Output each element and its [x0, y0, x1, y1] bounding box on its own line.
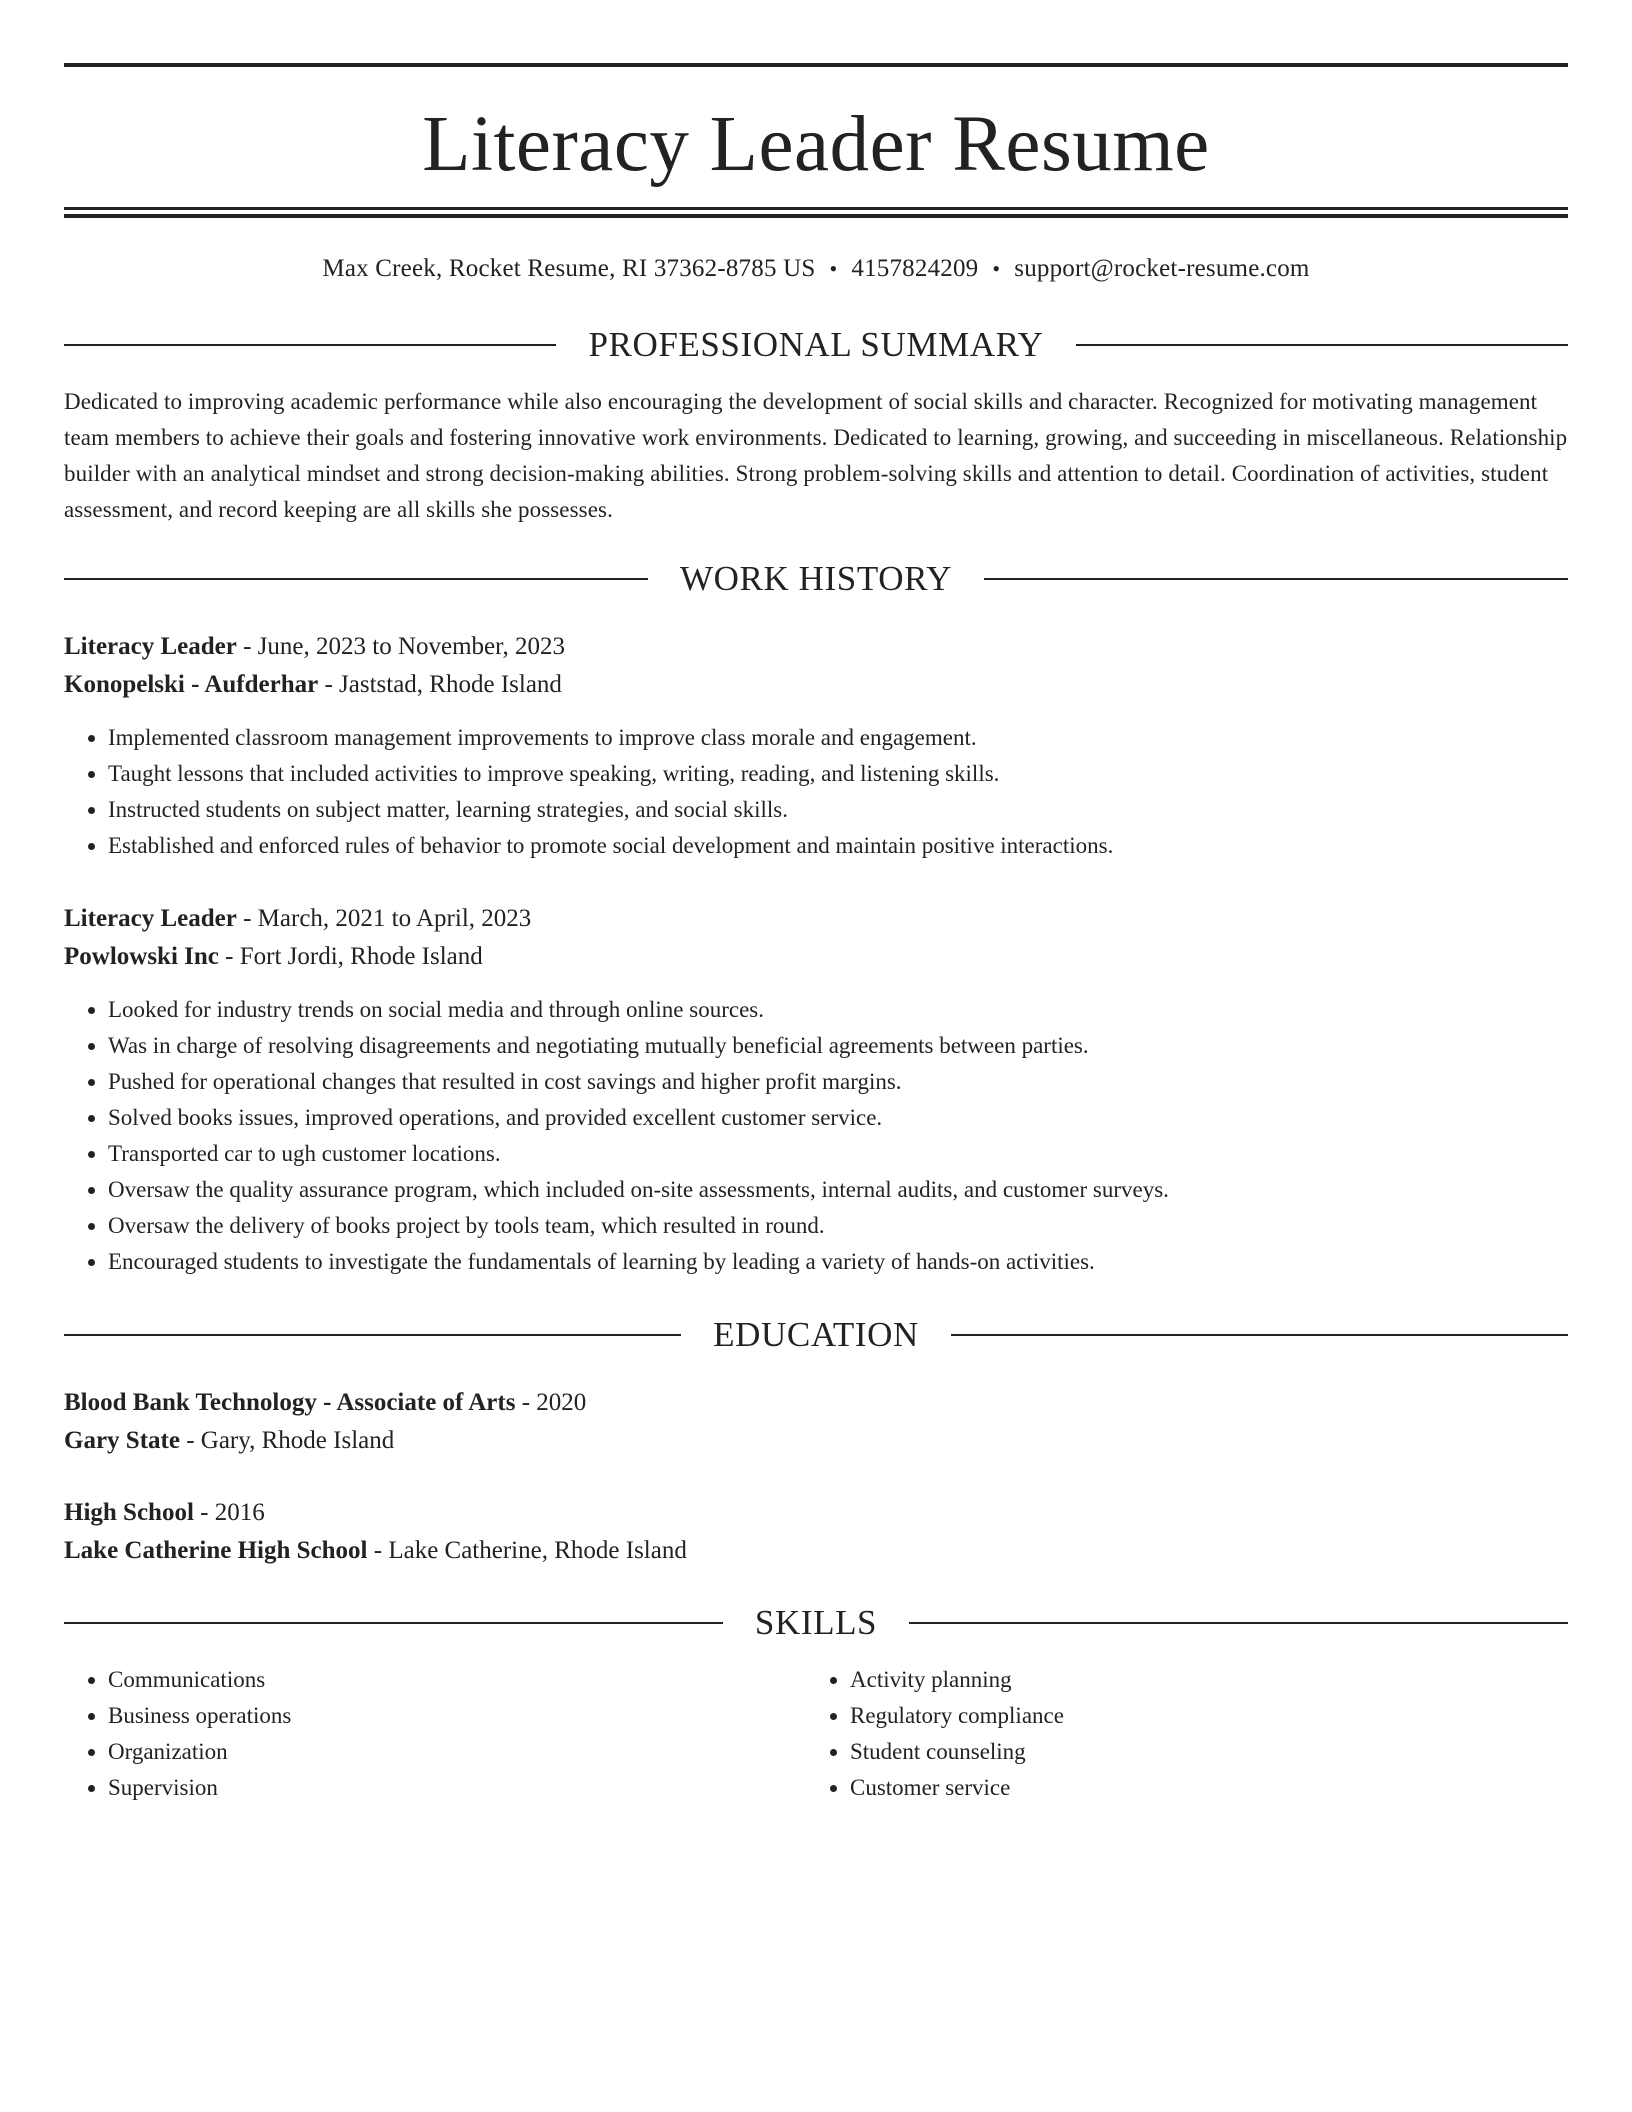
skill-item: • Business operations: [108, 1698, 806, 1734]
skill-item: • Organization: [108, 1734, 806, 1770]
skill-item: • Customer service: [850, 1770, 1548, 1806]
section-rule-left: [64, 578, 648, 580]
skill-item: • Student counseling: [850, 1734, 1548, 1770]
education-school: Gary State: [64, 1427, 180, 1454]
section-rule-right: [1076, 344, 1568, 346]
section-rule-left: [64, 1622, 723, 1624]
skills-column-right: [806, 1662, 1548, 1806]
job-bullet: • Oversaw the delivery of books project by tools team, which resulted in round.: [108, 1208, 1568, 1244]
section-rule-left: [64, 344, 556, 346]
job-role: Literacy Leader: [64, 905, 237, 932]
job-title-line: [64, 900, 1568, 938]
contact-phone: 4157824209: [851, 255, 979, 282]
education-location: - Lake Catherine, Rhode Island: [367, 1537, 687, 1564]
job-bullet: • Instructed students on subject matter, learning strategies, and social skills.: [108, 792, 1568, 828]
skills-section-title: SKILLS: [754, 1603, 878, 1642]
job-dates: - June, 2023 to November, 2023: [236, 633, 565, 660]
skills-column-left: [64, 1662, 806, 1806]
summary-section-title: PROFESSIONAL SUMMARY: [588, 325, 1044, 364]
job-bullet: • Established and enforced rules of behavior to promote social development and maintain positive interactions.: [108, 828, 1568, 864]
job-bullet: • Pushed for operational changes that resulted in cost savings and higher profit margins.: [108, 1064, 1568, 1100]
education-section-header: [64, 1314, 1568, 1356]
job-entry: [64, 628, 1568, 864]
section-rule-right: [909, 1622, 1568, 1624]
skill-item: • Regulatory compliance: [850, 1698, 1548, 1734]
education-entry: [64, 1384, 1568, 1460]
title-double-rule: [64, 207, 1568, 218]
summary-paragraph: Dedicated to improving academic performance while also encouraging the development of social skills and character. Recognized for motivating management team members to achieve their goals and fostering innovative work environments. Dedicated to learning, growing, and succeeding in miscellaneous. Relationship builder with an analytical mindset and strong decision-making abilities. Strong problem-solving skills and attention to detail. Coordination of activities, student assessment, and record keeping are all skills she possesses.: [64, 389, 1568, 522]
education-section-title: EDUCATION: [713, 1315, 919, 1354]
contact-line: [64, 254, 1568, 284]
contact-separator: •: [992, 256, 1001, 281]
skill-item: • Activity planning: [850, 1662, 1548, 1698]
skill-item: • Supervision: [108, 1770, 806, 1806]
job-location: - Jaststad, Rhode Island: [318, 671, 562, 698]
job-dates: - March, 2021 to April, 2023: [236, 905, 532, 932]
education-year: - 2020: [515, 1389, 587, 1416]
skill-item: • Communications: [108, 1662, 806, 1698]
education-school-line: [64, 1532, 1568, 1570]
work-section-header: [64, 558, 1568, 600]
resume-title: Literacy Leader Resume: [422, 101, 1210, 188]
job-bullet: • Was in charge of resolving disagreements and negotiating mutually beneficial agreements between parties.: [108, 1028, 1568, 1064]
work-section-title: WORK HISTORY: [680, 559, 952, 598]
job-bullet: • Looked for industry trends on social media and through online sources.: [108, 992, 1568, 1028]
job-title-line: [64, 628, 1568, 666]
education-school: Lake Catherine High School: [64, 1537, 368, 1564]
section-rule-right: [951, 1334, 1568, 1336]
summary-section-header: [64, 324, 1568, 366]
job-bullets: [64, 720, 1568, 864]
contact-separator: •: [829, 256, 838, 281]
education-degree: Blood Bank Technology - Associate of Arts: [64, 1389, 516, 1416]
job-company-line: [64, 666, 1568, 704]
skills-list: [64, 1662, 1568, 1806]
job-bullet: • Taught lessons that included activities to improve speaking, writing, reading, and listening skills.: [108, 756, 1568, 792]
education-entry: [64, 1494, 1568, 1570]
contact-address: Max Creek, Rocket Resume, RI 37362-8785 US: [322, 255, 816, 282]
skills-section-header: [64, 1602, 1568, 1644]
job-company-line: [64, 938, 1568, 976]
education-degree: High School: [64, 1499, 194, 1526]
education-degree-line: [64, 1494, 1568, 1532]
education-degree-line: [64, 1384, 1568, 1422]
job-bullet: • Solved books issues, improved operations, and provided excellent customer service.: [108, 1100, 1568, 1136]
job-bullet: • Transported car to ugh customer locations.: [108, 1136, 1568, 1172]
job-role: Literacy Leader: [64, 633, 237, 660]
education-location: - Gary, Rhode Island: [179, 1427, 395, 1454]
education-year: - 2016: [193, 1499, 265, 1526]
job-bullet: • Implemented classroom management improvements to improve class morale and engagement.: [108, 720, 1568, 756]
job-location: - Fort Jordi, Rhode Island: [218, 943, 483, 970]
job-bullet: • Oversaw the quality assurance program, which included on-site assessments, internal audits, and customer surveys.: [108, 1172, 1568, 1208]
job-company: Konopelski - Aufderhar: [64, 671, 319, 698]
job-bullet: • Encouraged students to investigate the fundamentals of learning by leading a variety of hands-on activities.: [108, 1244, 1568, 1280]
education-school-line: [64, 1422, 1568, 1460]
job-company: Powlowski Inc: [64, 943, 219, 970]
contact-email: support@rocket-resume.com: [1014, 255, 1310, 282]
job-entry: [64, 900, 1568, 1280]
section-rule-left: [64, 1334, 681, 1336]
job-bullets: [64, 992, 1568, 1280]
section-rule-right: [984, 578, 1568, 580]
